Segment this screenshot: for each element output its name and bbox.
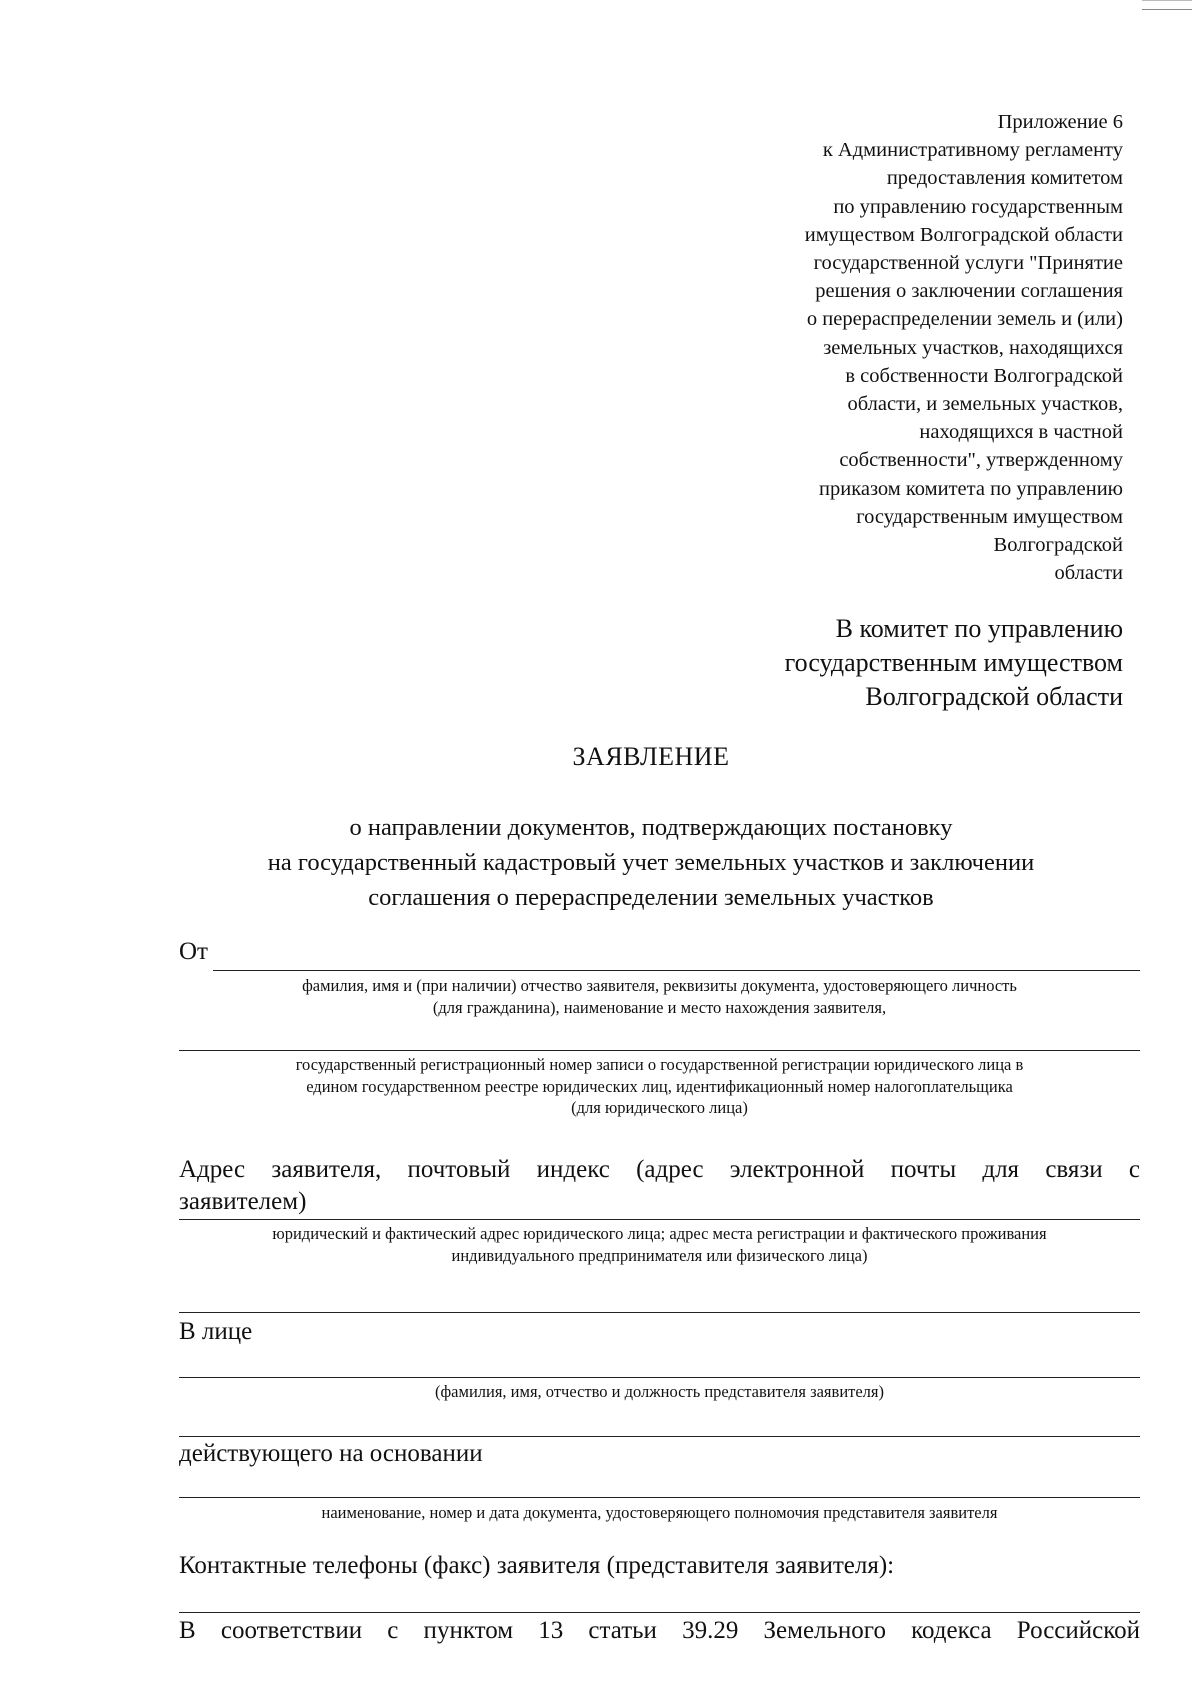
appendix-line: находящихся в частной	[919, 421, 1123, 444]
caption-line: (для гражданина), наименование и место нахождения заявителя,	[432, 997, 887, 1017]
appendix-header	[805, 108, 1123, 587]
appendix-line: к Административному регламенту	[822, 139, 1123, 162]
caption-line: (для юридического лица)	[571, 1098, 748, 1117]
addressee-line: государственным имуществом	[784, 648, 1123, 677]
appendix-line: Волгоградской	[993, 534, 1123, 557]
address-label-line2: заявителем)	[179, 1188, 307, 1215]
representative-input-line[interactable]	[179, 1377, 1140, 1378]
subtitle-line: соглашения о перераспределении земельных участков	[368, 884, 934, 911]
scan-edge-mark	[1142, 0, 1192, 10]
appendix-line: государственной услуги "Принятие	[813, 252, 1123, 275]
appendix-line: предоставления комитетом	[886, 167, 1123, 190]
representative-input-line-2[interactable]	[179, 1436, 1140, 1437]
appendix-line: Приложение 6	[997, 111, 1123, 133]
contacts-input-line[interactable]	[179, 1612, 1140, 1613]
representative-label: В лице	[179, 1318, 253, 1345]
from-input-line-2[interactable]	[179, 1050, 1140, 1051]
addressee-block	[785, 612, 1123, 714]
from-input-line[interactable]	[213, 970, 1140, 971]
document-title: ЗАЯВЛЕНИЕ	[572, 742, 730, 771]
appendix-line: государственным имуществом	[856, 505, 1123, 528]
basis-caption: наименование, номер и дата документа, удостоверяющего полномочия представителя заявителя	[321, 1503, 998, 1522]
addressee-line: Волгоградской области	[865, 682, 1123, 711]
appendix-line: собственности", утвержденному	[839, 449, 1123, 472]
contacts-label: Контактные телефоны (факс) заявителя (представителя заявителя):	[179, 1552, 895, 1579]
basis-label: действующего на основании	[179, 1440, 483, 1467]
from-caption-2	[179, 1054, 1140, 1119]
basis-input-line[interactable]	[179, 1497, 1140, 1498]
address-caption	[179, 1223, 1140, 1266]
appendix-line: области	[1054, 562, 1123, 585]
appendix-line: в собственности Волгоградской	[845, 364, 1123, 387]
appendix-line: по управлению государственным	[833, 195, 1123, 218]
caption-line: индивидуального предпринимателя или физического лица)	[451, 1245, 868, 1265]
from-label: От	[179, 938, 208, 965]
from-caption-1	[179, 975, 1140, 1018]
caption-line: государственный регистрационный номер записи о государственной регистрации юридического лица в	[295, 1055, 1024, 1074]
subtitle-line: на государственный кадастровый учет земельных участков и заключении	[267, 849, 1035, 876]
address-input-line-2[interactable]	[179, 1312, 1140, 1313]
appendix-line: земельных участков, находящихся	[823, 336, 1123, 359]
appendix-line: приказом комитета по управлению	[819, 477, 1123, 500]
appendix-line: решения о заключении соглашения	[815, 280, 1123, 303]
caption-line: едином государственном реестре юридических лиц, идентификационный номер налогоплательщика	[306, 1076, 1013, 1096]
subtitle-line: о направлении документов, подтверждающих постановку	[349, 814, 953, 841]
address-label-line1: Адрес заявителя, почтовый индекс (адрес электронной почты для связи с	[179, 1156, 1140, 1183]
document-subtitle	[0, 810, 1200, 915]
appendix-line: имуществом Волгоградской области	[804, 223, 1123, 246]
appendix-line: о перераспределении земель и (или)	[806, 308, 1123, 331]
addressee-line: В комитет по управлению	[835, 614, 1123, 643]
representative-caption: (фамилия, имя, отчество и должность представителя заявителя)	[435, 1382, 884, 1401]
caption-line: юридический и фактический адрес юридического лица; адрес места регистрации и фактического проживания	[272, 1224, 1047, 1243]
address-input-line[interactable]	[179, 1219, 1140, 1220]
body-text: В соответствии с пунктом 13 статьи 39.29 Земельного кодекса Российской	[179, 1617, 1140, 1644]
appendix-line: области, и земельных участков,	[847, 393, 1123, 416]
caption-line: фамилия, имя и (при наличии) отчество заявителя, реквизиты документа, удостоверяющего личность	[302, 976, 1017, 995]
